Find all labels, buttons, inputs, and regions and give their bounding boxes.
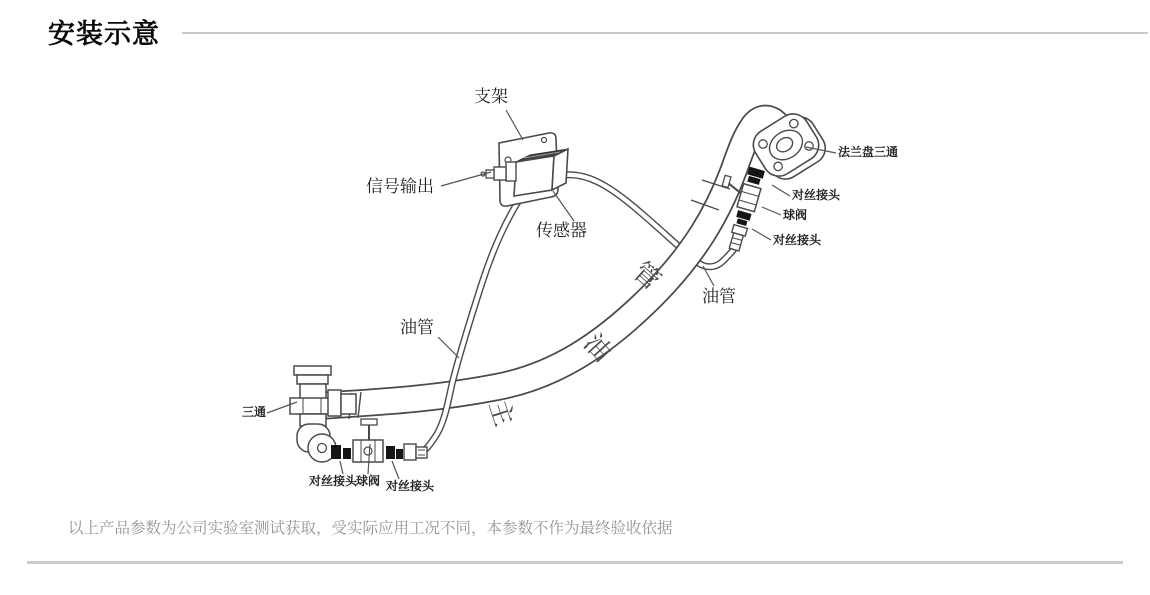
oil-pipe-left-label: 油管 xyxy=(400,318,434,337)
joint-bottom-left-label: 对丝接头 xyxy=(309,474,358,488)
tee-side-nut xyxy=(328,390,341,416)
leader-ball-valve-right xyxy=(762,207,781,215)
bottom-valve-assembly xyxy=(331,419,427,462)
sensor-label: 传感器 xyxy=(536,221,587,240)
main-pipe-char-you: 油 xyxy=(578,327,618,368)
bottom-divider xyxy=(27,561,1123,564)
leader-joint-bottom-left xyxy=(340,461,343,474)
sensor-front-face xyxy=(514,156,554,196)
bracket-hole xyxy=(542,138,547,143)
sensor-assembly xyxy=(481,133,568,206)
leader-joint-right-top xyxy=(772,185,790,196)
tee-assembly xyxy=(290,366,356,462)
leader-bracket xyxy=(506,110,523,140)
signal-output-label: 信号输出 xyxy=(366,177,434,196)
tee-label: 三通 xyxy=(242,405,267,419)
main-pipe-char-zhu: 主 xyxy=(483,395,520,430)
pipe-fitting xyxy=(416,447,427,458)
ball-valve-bottom-label: 球阀 xyxy=(356,474,381,488)
bracket-label: 支架 xyxy=(474,87,508,106)
signal-connector xyxy=(494,167,506,180)
joint-right-top-label: 对丝接头 xyxy=(792,188,841,202)
ball-valve-right-label: 球阀 xyxy=(783,208,808,222)
threaded-joint-drawing xyxy=(331,445,341,459)
disclaimer-note: 以上产品参数为公司实验室测试获取，受实际应用工况不同，本参数不作为最终验收依据 xyxy=(68,520,673,537)
leader-signal-output xyxy=(441,172,491,186)
flange-tee-label: 法兰盘三通 xyxy=(838,145,899,159)
threaded-joint-drawing xyxy=(386,446,395,459)
tee-side-fitting xyxy=(341,394,356,414)
leader-joint-right-bottom xyxy=(752,229,771,240)
pipe-fitting xyxy=(404,444,416,460)
threaded-joint-drawing xyxy=(396,449,403,459)
signal-connector-tip xyxy=(486,170,494,178)
main-pipe-char-guan: 管 xyxy=(627,255,667,296)
leader-oil-pipe-left xyxy=(438,337,459,358)
sensor-side-face xyxy=(552,149,568,190)
leader-joint-bottom-right xyxy=(392,461,399,479)
tee-top-nut xyxy=(294,366,331,375)
oil-pipe-right-label: 油管 xyxy=(702,287,736,306)
tee-top-nut xyxy=(297,375,328,384)
connector-nut xyxy=(506,162,516,181)
pipe-fitting xyxy=(729,233,743,251)
threaded-joint-drawing xyxy=(343,448,351,459)
joint-bottom-right-label: 对丝接头 xyxy=(386,479,435,493)
valve-handle xyxy=(361,419,377,425)
page-title: 安装示意 xyxy=(48,19,160,49)
joint-right-bottom-label: 对丝接头 xyxy=(773,233,822,247)
leader-sensor xyxy=(553,191,574,221)
